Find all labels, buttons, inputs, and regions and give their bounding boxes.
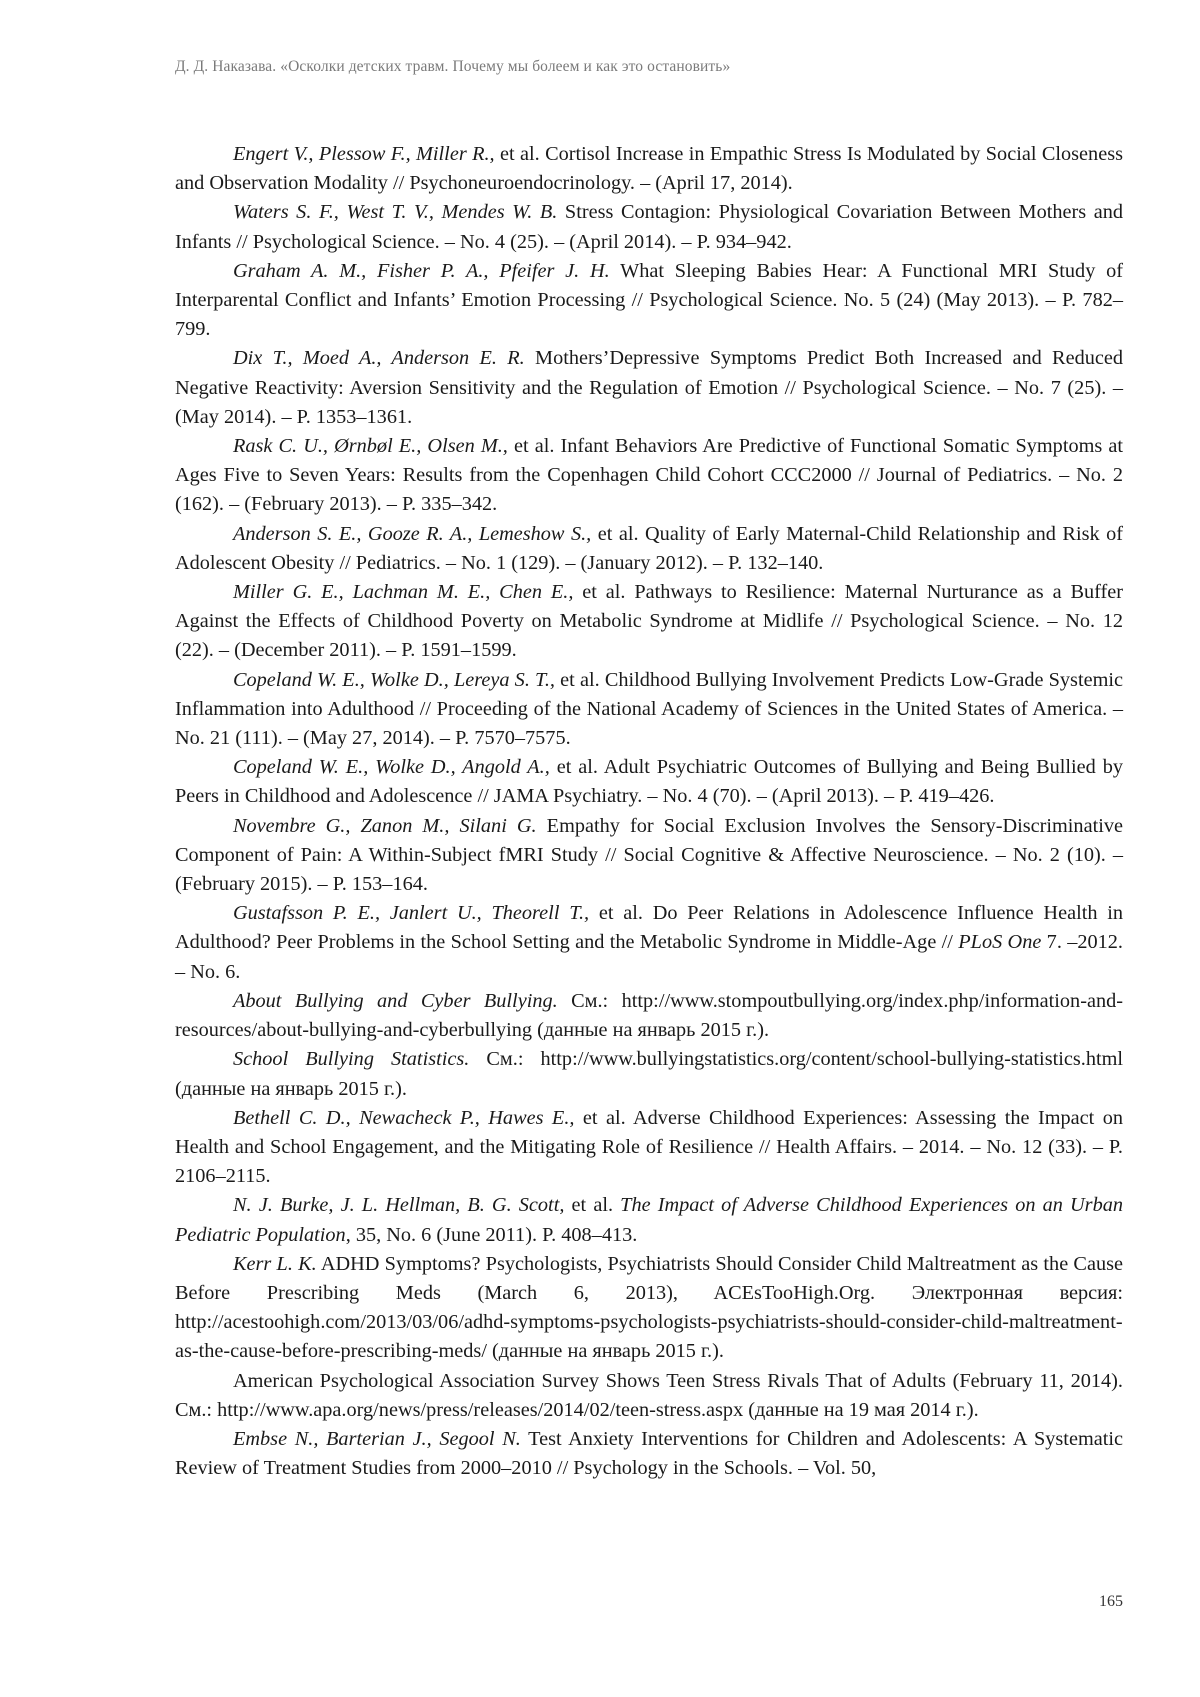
- reference-authors: Dix T., Moed A., Anderson E. R.: [233, 347, 525, 370]
- reference-text: et al. Childhood Bullying Involvement Predicts Low-Grade Systemic Inflammation into Adulthood // Proceeding of the National Academy of Sciences in the United States of America. – No. 21 (111). – (May 27, 2014). – P. 7570–7575.: [175, 668, 1123, 750]
- reference-text: What Sleeping Babies Hear: A Functional MRI Study of Interparental Conflict and Infants’ Emotion Processing // Psychological Science. No. 5 (24) (May 2013). – P. 782–799.: [175, 259, 1123, 341]
- reference-text-main: et al.: [564, 1194, 614, 1217]
- reference-authors: Copeland W. E., Wolke D., Lereya S. T.,: [233, 668, 555, 691]
- reference-entry: [175, 1367, 1123, 1425]
- reference-entry: [175, 520, 1123, 578]
- reference-authors: Anderson S. E., Gooze R. A., Lemeshow S.,: [233, 522, 592, 545]
- reference-entry: [175, 432, 1123, 520]
- reference-authors: Waters S. F., West T. V., Mendes W. B.: [233, 201, 558, 224]
- reference-entry: [175, 812, 1123, 900]
- reference-entry: [175, 1045, 1123, 1103]
- reference-authors: About Bullying and Cyber Bullying.: [233, 989, 558, 1012]
- reference-entry: [175, 1104, 1123, 1192]
- reference-text: et al. Cortisol Increase in Empathic Stress Is Modulated by Social Closeness and Observation Modality // Psychoneuroendocrinology. – (April 17, 2014).: [175, 143, 1123, 195]
- reference-text: et al. Quality of Early Maternal-Child Relationship and Risk of Adolescent Obesity // Pediatrics. – No. 1 (129). – (January 2012). – P. 132–140.: [175, 522, 1123, 574]
- reference-entry: [175, 753, 1123, 811]
- reference-entry: [175, 344, 1123, 432]
- reference-authors: School Bullying Statistics.: [233, 1048, 470, 1071]
- reference-text: См.: http://www.bullyingstatistics.org/content/school-bullying-statistics.html (данные на январь 2015 г.).: [175, 1048, 1124, 1100]
- reference-text: Empathy for Social Exclusion Involves the Sensory-Discriminative Component of Pain: A Within-Subject fMRI Study // Social Cognitive & Affective Neuroscience. – No. 2 (10). – (February 2015). – P. 153–164.: [175, 814, 1123, 896]
- reference-text-tail: , 35, No. 6 (June 2011). P. 408–413.: [345, 1223, 638, 1246]
- reference-authors: Embse N., Barterian J., Segool N.: [233, 1427, 521, 1450]
- page-number: 165: [1099, 1593, 1123, 1610]
- reference-entry: [175, 257, 1123, 345]
- running-header: Д. Д. Наказава. «Осколки детских травм. Почему мы болеем и как это остановить»: [175, 58, 731, 75]
- reference-text: Mothers’Depressive Symptoms Predict Both Increased and Reduced Negative Reactivity: Aversion Sensitivity and the Regulation of Emotion // Psychological Science. – No. 7 (25). – (May 2014). – P. 1353–1361.: [175, 347, 1123, 428]
- reference-text: et al. Adverse Childhood Experiences: Assessing the Impact on Health and School Engagement, and the Mitigating Role of Resilience // Health Affairs. – 2014. – No. 12 (33). – P. 2106–2115.: [175, 1106, 1123, 1188]
- reference-text: et al. Infant Behaviors Are Predictive of Functional Somatic Symptoms at Ages Five to Seven Years: Results from the Copenhagen Child Cohort CCC2000 // Journal of Pediatrics. – No. 2 (162). – (February 2013). – P. 335–342.: [175, 435, 1123, 516]
- reference-text-main: et al. Do Peer Relations in Adolescence Influence Health in Adulthood? Peer Problems in the School Setting and the Metabolic Syndrome in Middle-Age //: [175, 902, 1123, 954]
- reference-authors: Miller G. E., Lachman M. E., Chen E.,: [233, 581, 574, 604]
- reference-authors: N. J. Burke, J. L. Hellman, B. G. Scott,: [233, 1194, 565, 1217]
- reference-authors: Bethell C. D., Newacheck P., Hawes E.,: [233, 1106, 575, 1129]
- reference-authors: Graham A. M., Fisher P. A., Pfeifer J. H.: [233, 259, 610, 282]
- reference-entry: [175, 666, 1123, 754]
- reference-text: American Psychological Association Survey Shows Teen Stress Rivals That of Adults (February 11, 2014). См.: http://www.apa.org/news/press/releases/2014/02/teen-stress.aspx (данные на 19 мая 2014 г.).: [175, 1369, 1123, 1421]
- reference-text: Test Anxiety Interventions for Children and Adolescents: A Systematic Review of Treatment Studies from 2000–2010 // Psychology in the Schools. – Vol. 50,: [175, 1427, 1123, 1480]
- reference-entry: [175, 198, 1123, 256]
- reference-text: Stress Contagion: Physiological Covariation Between Mothers and Infants // Psychological Science. – No. 4 (25). – (April 2014). – P. 934–942.: [175, 201, 1123, 253]
- reference-text-tail: 7. –2012. – No. 6.: [175, 931, 1123, 983]
- reference-text: et al. Pathways to Resilience: Maternal Nurturance as a Buffer Against the Effects of Childhood Poverty on Metabolic Syndrome at Midlife // Psychological Science. – No. 12 (22). – (December 2011). – P. 1591–1599.: [175, 581, 1124, 662]
- reference-text: См.: http://www.stompoutbullying.org/index.php/information-and-resources/about-bullying-and-cyberbullying (данные на январь 2015 г.).: [175, 989, 1123, 1042]
- reference-entry: [175, 140, 1123, 198]
- reference-entry: [175, 578, 1123, 666]
- reference-authors: Gustafsson P. E., Janlert U., Theorell T.,: [233, 902, 590, 925]
- reference-entry: [175, 899, 1123, 987]
- reference-entry: [175, 1425, 1123, 1483]
- reference-authors: Rask C. U., Ørnbøl E., Olsen M.,: [233, 435, 508, 458]
- reference-authors: Novembre G., Zanon M., Silani G.: [233, 814, 537, 837]
- reference-authors: Copeland W. E., Wolke D., Angold A.,: [233, 756, 550, 779]
- reference-entry: [175, 1191, 1123, 1249]
- journal-title-italic: PLoS One: [952, 931, 1042, 954]
- reference-authors: Engert V., Plessow F., Miller R.,: [233, 143, 495, 165]
- reference-authors: Kerr L. K.: [233, 1252, 317, 1275]
- reference-text: ADHD Symptoms? Psychologists, Psychiatrists Should Consider Child Maltreatment as the Cause Before Prescribing Meds (March 6, 2013), ACEsTooHigh.Org. Электронная версия: http://acestoohigh.com/2013/03/06/adhd-symptoms-psychologists-psychiatrists-should-consider-child-maltreatment-as-the-cause-before-prescribing-meds/ (данные на январь 2015 г.).: [175, 1252, 1123, 1363]
- reference-entry: [175, 987, 1123, 1045]
- reference-text: et al. Adult Psychiatric Outcomes of Bullying and Being Bullied by Peers in Childhood and Adolescence // JAMA Psychiatry. – No. 4 (70). – (April 2013). – P. 419–426.: [175, 756, 1123, 808]
- reference-entry: [175, 1250, 1123, 1367]
- reference-list: [175, 140, 1123, 1483]
- article-title-italic: The Impact of Adverse Childhood Experiences on an Urban Pediatric Population: [175, 1194, 1123, 1246]
